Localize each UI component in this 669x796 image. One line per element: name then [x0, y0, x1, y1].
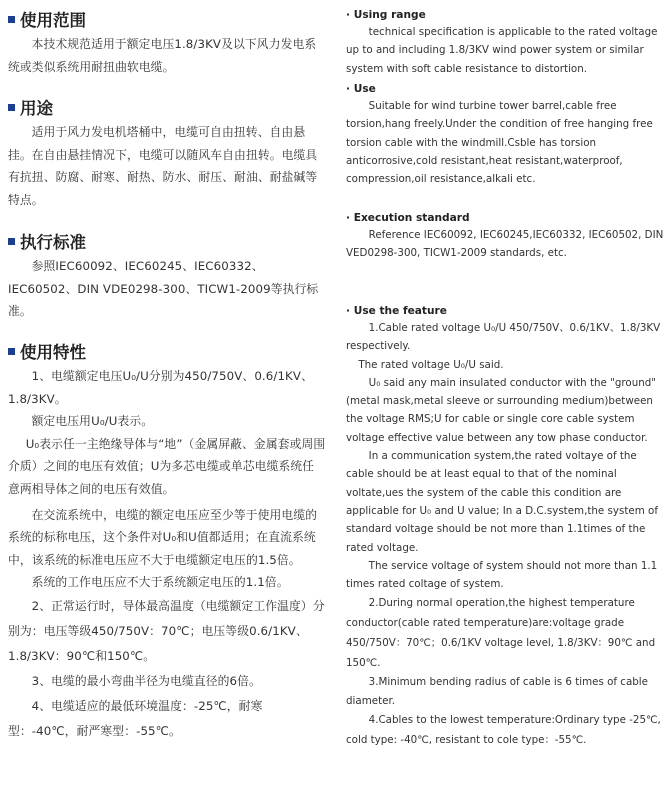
en-feature-heading: · Use the feature — [346, 305, 447, 317]
cn-feature-p7: 3、电缆的最小弯曲半径为电缆直径的6倍。 — [31, 673, 261, 688]
cn-feature-p1: 1、电缆额定电压U₀/U分别为450/750V、0.6/1KV、1.8/3KV。 — [8, 369, 313, 406]
en-feature-p2: The rated voltage U₀/U said. — [358, 358, 504, 371]
cn-feature-p2: 额定电压用U₀/U表示。 — [31, 414, 154, 429]
en-range-text: technical specification is applicable to the rated voltage up to and including 1.8/3KV wind power system or similar system with soft cable resistance to distortion. — [346, 26, 658, 75]
cn-range-text: 本技术规范适用于额定电压1.8/3KV及以下风力发电系统或类似系统用耐扭曲软电缆。 — [8, 37, 317, 74]
square-bullet-icon — [8, 348, 15, 355]
square-bullet-icon — [8, 104, 15, 111]
en-feature-p4: In a communication system,the rated voltaye of the cable should be at least equal to that of the nominal voltate,ues the system of the cable this condition are applicable for U₀ and U value; In a D.C.system,the system of standard voltage should be not more than 1.1times of the rated voltage. — [346, 450, 658, 554]
cn-feature-heading: 使用特性 — [8, 340, 326, 362]
en-standard-text: Reference IEC60092, IEC60245,IEC60332, IEC60502, DIN VED0298-300, TICW1-2009 standards, etc. — [346, 229, 664, 260]
en-feature-p5: The service voltage of system should not more than 1.1 times rated coltage of system. — [346, 559, 658, 591]
en-standard-heading: · Execution standard — [346, 212, 470, 224]
cn-feature-p3: U₀表示任一主绝缘导体与“地”（金属屏蔽、金属套或周围介质）之间的电压有效值；U为多芯电缆或单芯电缆系统任意两相导体之间的电压有效值。 — [8, 436, 326, 496]
en-feature-p3: U₀ said any main insulated conductor with the "ground"(metal mask,metal sleeve or surrounding medium)between the voltage RMS;U for cable or single core cable system voltage effective value between any tow phase conductor. — [346, 376, 657, 444]
en-feature-p1: 1.Cable rated voltage U₀/U 450/750V、0.6/1KV、1.8/3KV respectively. — [346, 322, 661, 353]
cn-range-heading: 使用范围 — [8, 8, 326, 30]
en-range-heading: · Using range — [346, 9, 426, 21]
cn-feature-p4: 在交流系统中，电缆的额定电压应至少等于使用电缆的系统的标称电压，这个条件对U₀和U值都适用；在直流系统中，该系统的标准电压应不大于电缆额定电压的1.5倍。 — [8, 507, 318, 567]
en-feature-p7: 3.Minimum bending radius of cable is 6 times of cable diameter. — [346, 676, 649, 707]
en-feature-p6: 2.During normal operation,the highest temperature conductor(cable rated temperature)are:voltage grade 450/750V：70℃；0.6/1KV voltage level, 1.8/3KV：90℃ and 150℃. — [346, 597, 656, 670]
cn-use-heading: 用途 — [8, 96, 326, 118]
square-bullet-icon — [8, 16, 15, 23]
en-use-heading: · Use — [346, 83, 376, 95]
cn-feature-p8: 4、电缆适应的最低环境温度：-25℃，耐寒型：-40℃，耐严寒型：-55℃。 — [8, 698, 263, 738]
cn-standard-text: 参照IEC60092、IEC60245、IEC60332、IEC60502、DIN VDE0298-300、TICW1-2009等执行标准。 — [8, 259, 319, 319]
cn-use-text: 适用于风力发电机塔桶中，电缆可自由扭转、自由悬挂。在自由悬挂情况下，电缆可以随风车自由扭转。电缆具有抗扭、防腐、耐寒、耐热、防水、耐压、耐油、耐盐碱等特点。 — [8, 125, 318, 207]
square-bullet-icon — [8, 238, 15, 245]
en-feature-p8: 4.Cables to the lowest temperature:Ordinary type -25℃, cold type: -40℃, resistant to cole type：-55℃. — [346, 714, 661, 747]
en-use-text: Suitable for wind turbine tower barrel,cable free torsion,hang freely.Under the condition of free hanging free torsion cable with the windmill.Csble has torsion anticorrosive,cold resistant,heat resistant,waterproof, compression,oil resistance,alkali etc. — [346, 100, 653, 186]
cn-standard-heading: 执行标准 — [8, 230, 326, 252]
cn-feature-p6: 2、正常运行时，导体最高温度（电缆额定工作温度）分别为：电压等级450/750V：70℃；电压等级0.6/1KV、1.8/3KV：90℃和150℃。 — [8, 598, 325, 663]
cn-feature-p5: 系统的工作电压应不大于系统额定电压的1.1倍。 — [31, 575, 289, 590]
